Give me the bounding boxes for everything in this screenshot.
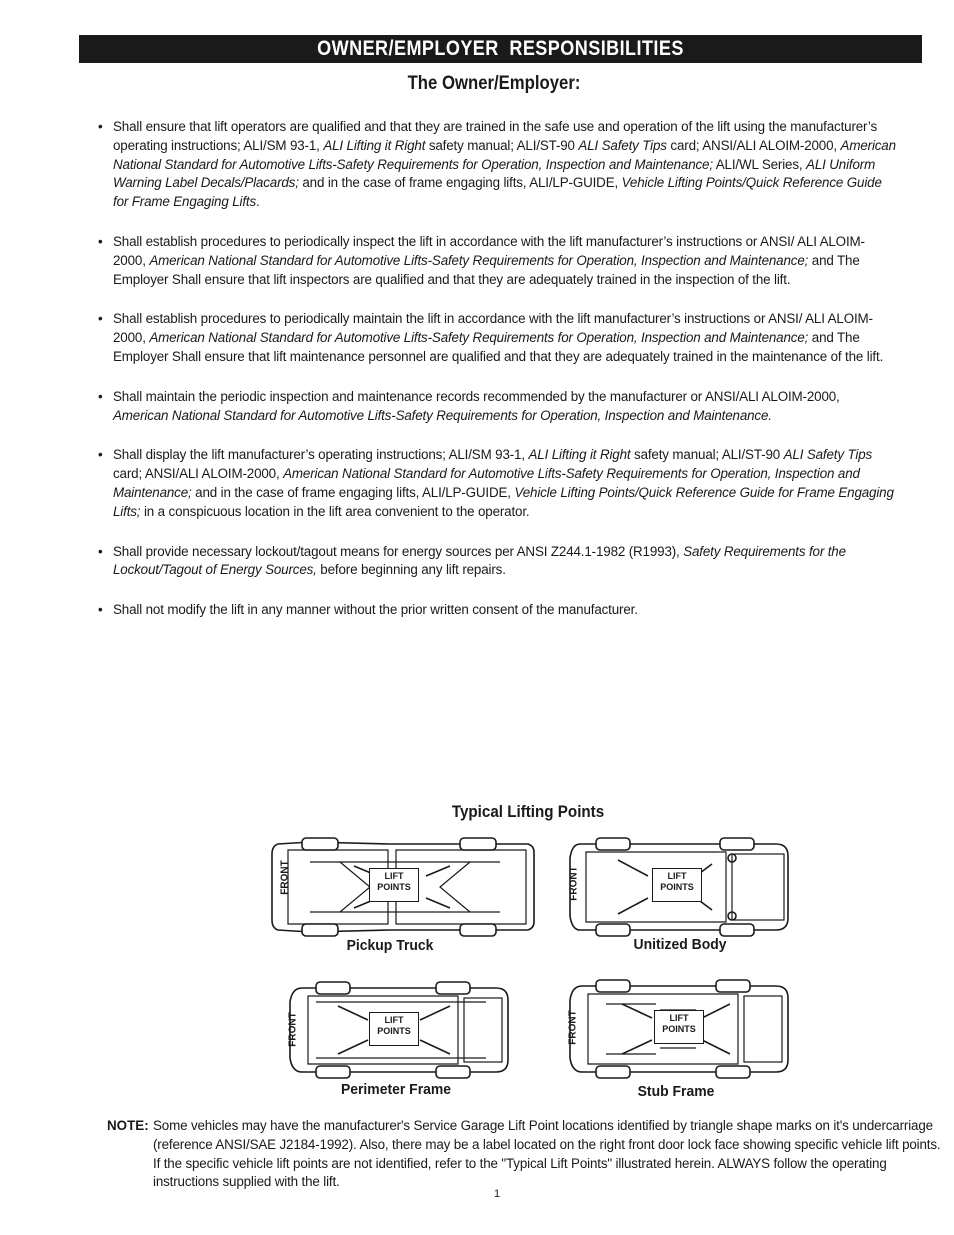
italic-citation: Vehicle Lifting Points/Quick Reference Guide for Frame Engaging Lifts <box>113 175 882 210</box>
lift-points-label: LIFT POINTS <box>652 868 702 902</box>
item-text: Shall not modify the lift in any manner without the prior written consent of the manufacturer. <box>113 602 638 618</box>
bullet-marker: • <box>98 233 103 249</box>
responsibility-item <box>96 388 896 426</box>
item-text: and in the case of frame engaging lifts, ALI/LP-GUIDE, <box>191 484 515 500</box>
caption-unitized-body: Unitized Body <box>633 936 727 953</box>
italic-citation: ALI Lifting it Right <box>528 447 631 463</box>
front-label: FRONT <box>568 866 580 901</box>
responsibility-item <box>96 118 896 212</box>
item-text: safety manual; ALI/ST-90 <box>630 447 784 463</box>
front-label: FRONT <box>567 1010 579 1045</box>
perimeter-frame-diagram <box>286 982 512 1078</box>
italic-citation: American National Standard for Automotive Lifts-Safety Requirements for Operation, Inspection and Maintenance; <box>113 466 860 500</box>
note-text: Some vehicles may have the manufacturer's Service Garage Lift Point locations identified by triangle shape marks on it's undercarriage (reference ANSI/SAE J2184-1992). Also, there may be a label located on the right front door lock face showing specific vehicle lift points. If the specific vehicle lift points are not identified, refer to the "Typical Lift Points" illustrated herein. ALWAYS follow the operating instructions supplied with the lift. <box>153 1118 941 1190</box>
responsibility-item <box>96 310 896 366</box>
italic-citation: ALI Safety Tips <box>783 447 873 463</box>
bullet-marker: • <box>98 119 103 134</box>
caption-pickup-truck: Pickup Truck <box>346 937 434 954</box>
item-text: and in the case of frame engaging lifts, ALI/LP-GUIDE, <box>298 175 622 191</box>
lift-points-label: LIFT POINTS <box>654 1010 704 1044</box>
item-text: Shall maintain the periodic inspection and maintenance records recommended by the manufacturer or ANSI/ALI ALOIM-2000, <box>113 388 840 404</box>
italic-citation: Safety Requirements for the Lockout/Tagout of Energy Sources, <box>113 543 846 578</box>
item-text: Shall ensure that lift operators are qualified and that they are trained in the safe use and operation of the lift using the manufacturer’s operating instructions; ALI/SM 93-1, <box>113 119 877 153</box>
italic-citation: ALI Safety Tips <box>578 137 667 153</box>
responsibility-item <box>96 446 896 521</box>
italic-citation: Vehicle Lifting Points/Quick Reference Guide for Frame Engaging Lifts; <box>113 484 894 519</box>
caption-perimeter-frame: Perimeter Frame <box>340 1081 452 1098</box>
italic-citation: ALI Uniform Warning Label Decals/Placards; <box>113 156 876 191</box>
italic-citation: American National Standard for Automotive Lifts-Safety Requirements for Operation, Inspection and Maintenance; <box>113 137 896 172</box>
bullet-marker: • <box>98 602 103 618</box>
item-text: and The Employer Shall ensure that lift maintenance personnel are qualified and that they are adequately trained in the maintenance of the lift. <box>113 330 884 364</box>
item-text: card; ANSI/ALI ALOIM-2000, <box>113 466 284 482</box>
bullet-marker: • <box>98 388 103 404</box>
item-text: ALI/WL Series, <box>712 156 807 172</box>
item-text: Shall establish procedures to periodically maintain the lift in accordance with the lift manufacturer’s instructions or ANSI/ ALI ALOIM-2000, <box>113 311 873 346</box>
italic-citation: ALI Lifting it Right <box>323 137 426 153</box>
item-text: Shall provide necessary lockout/tagout means for energy sources per ANSI Z244.1-1982 (R1993), <box>113 543 684 559</box>
lift-points-label: LIFT POINTS <box>369 1012 419 1046</box>
italic-citation: American National Standard for Automotive Lifts-Safety Requirements for Operation, Inspection and Maintenance. <box>113 407 772 423</box>
item-text: card; ANSI/ALI ALOIM-2000, <box>666 137 841 153</box>
bullet-marker: • <box>98 311 103 327</box>
item-text: Shall establish procedures to periodically inspect the lift in accordance with the lift manufacturer’s instructions or ANSI/ ALI ALOIM-2000, <box>113 233 865 268</box>
diagrams-title: Typical Lifting Points <box>451 803 605 821</box>
italic-citation: American National Standard for Automotive Lifts-Safety Requirements for Operation, Inspection and Maintenance; <box>149 252 809 268</box>
responsibility-item <box>96 233 896 289</box>
responsibilities-list <box>96 118 896 641</box>
item-text: safety manual; ALI/ST-90 <box>425 137 579 153</box>
italic-citation: American National Standard for Automotive Lifts-Safety Requirements for Operation, Inspection and Maintenance; <box>149 330 809 346</box>
section-subtitle: The Owner/Employer: <box>407 73 581 94</box>
item-text: in a conspicuous location in the lift area convenient to the operator. <box>140 503 530 519</box>
pickup-truck-diagram <box>270 838 536 936</box>
item-text: Shall display the lift manufacturer’s operating instructions; ALI/SM 93-1, <box>113 447 529 463</box>
bullet-marker: • <box>98 447 103 463</box>
lift-points-label: LIFT POINTS <box>369 868 419 902</box>
item-text: . <box>256 194 260 210</box>
note-label: NOTE: <box>107 1118 149 1133</box>
responsibility-item <box>96 601 896 620</box>
item-text: and The Employer Shall ensure that lift inspectors are qualified and that they are adequately trained in the inspection of the lift. <box>113 252 860 287</box>
item-text: before beginning any lift repairs. <box>316 562 506 578</box>
caption-stub-frame: Stub Frame <box>637 1083 715 1100</box>
responsibility-item <box>96 543 896 581</box>
page-title: OWNER/EMPLOYER RESPONSIBILITIES <box>317 37 684 60</box>
unitized-body-diagram <box>566 838 792 936</box>
stub-frame-diagram <box>566 980 792 1078</box>
header-bar <box>79 35 922 63</box>
bullet-marker: • <box>98 543 103 559</box>
front-label: FRONT <box>287 1012 299 1047</box>
page-number: 1 <box>494 1188 501 1200</box>
front-label: FRONT <box>279 860 291 895</box>
